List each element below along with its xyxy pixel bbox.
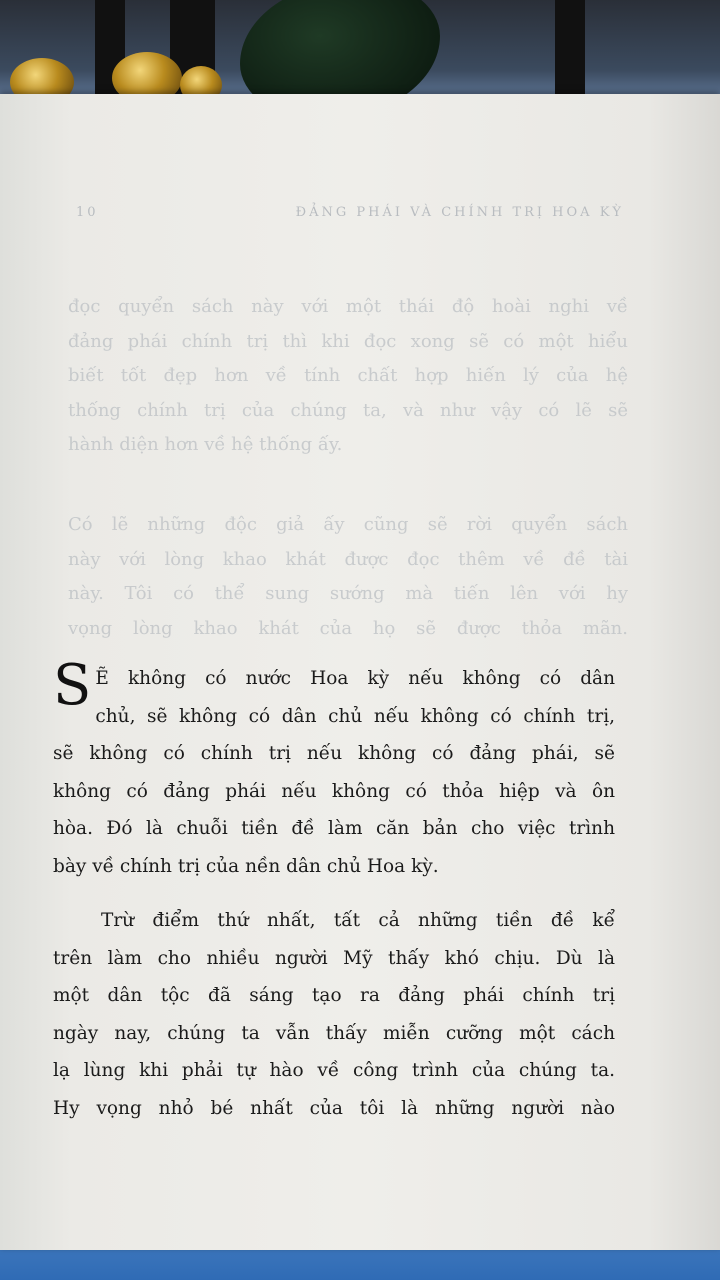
text-line: Ẽ không có nước Hoa kỳ nếu không có dân [95, 668, 615, 689]
text-line: Hy vọng nhỏ bé nhất của tôi là những người nào [53, 1097, 615, 1119]
ghost-line: vọng lòng khao khát của họ sẽ được thỏa mãn. [68, 617, 628, 639]
text-line: bày về chính trị của nền dân chủ Hoa kỳ. [53, 855, 439, 877]
ghost-line: này với lòng khao khát được đọc thêm về đề tài [68, 548, 628, 570]
bleed-through-text [68, 508, 628, 646]
ghost-line: Có lẽ những độc giả ấy cũng sẽ rời quyển sách [68, 514, 628, 535]
text-line: hòa. Đó là chuỗi tiền đề làm căn bản cho việc trình [53, 818, 615, 839]
text-line: sẽ không có chính trị nếu không có đảng phái, sẽ [53, 743, 615, 764]
text-line: lạ lùng khi phải tự hào về công trình của chúng ta. [53, 1060, 615, 1081]
bleed-through-header [76, 205, 624, 220]
ghost-line: thống chính trị của chúng ta, và như vậy có lẽ sẽ [68, 399, 628, 421]
paragraph-two [53, 902, 615, 1127]
text-line: chủ, sẽ không có dân chủ nếu không có chính trị, [95, 705, 615, 727]
drop-cap: S [53, 653, 92, 718]
text-line: ngày nay, chúng ta vẫn thấy miễn cưỡng một cách [53, 1022, 615, 1044]
text-line: Trừ điểm thứ nhất, tất cả những tiền đề kể [101, 910, 615, 931]
ghost-line: đọc quyển sách này với một thái độ hoài nghi về [68, 296, 628, 317]
text-line: một dân tộc đã sáng tạo ra đảng phái chính trị [53, 985, 615, 1006]
ghost-line: hành diện hơn về hệ thống ấy. [68, 434, 343, 455]
running-title: ĐẢNG PHÁI VÀ CHÍNH TRỊ HOA KỲ [295, 205, 624, 220]
text-line: trên làm cho nhiều người Mỹ thấy khó chịu. Dù là [53, 947, 615, 969]
paragraph-one [53, 653, 615, 885]
bleed-through-text [68, 290, 628, 463]
ghost-line: biết tốt đẹp hơn về tính chất hợp hiến lý của hệ [68, 365, 628, 386]
ghost-line: này. Tôi có thể sung sướng mà tiến lên với hy [68, 583, 628, 604]
ghost-line: đảng phái chính trị thì khi đọc xong sẽ có một hiểu [68, 330, 628, 352]
plant-stem [555, 0, 585, 100]
text-line: không có đảng phái nếu không có thỏa hiệp và ôn [53, 780, 615, 802]
page-number: 10 [76, 205, 99, 220]
